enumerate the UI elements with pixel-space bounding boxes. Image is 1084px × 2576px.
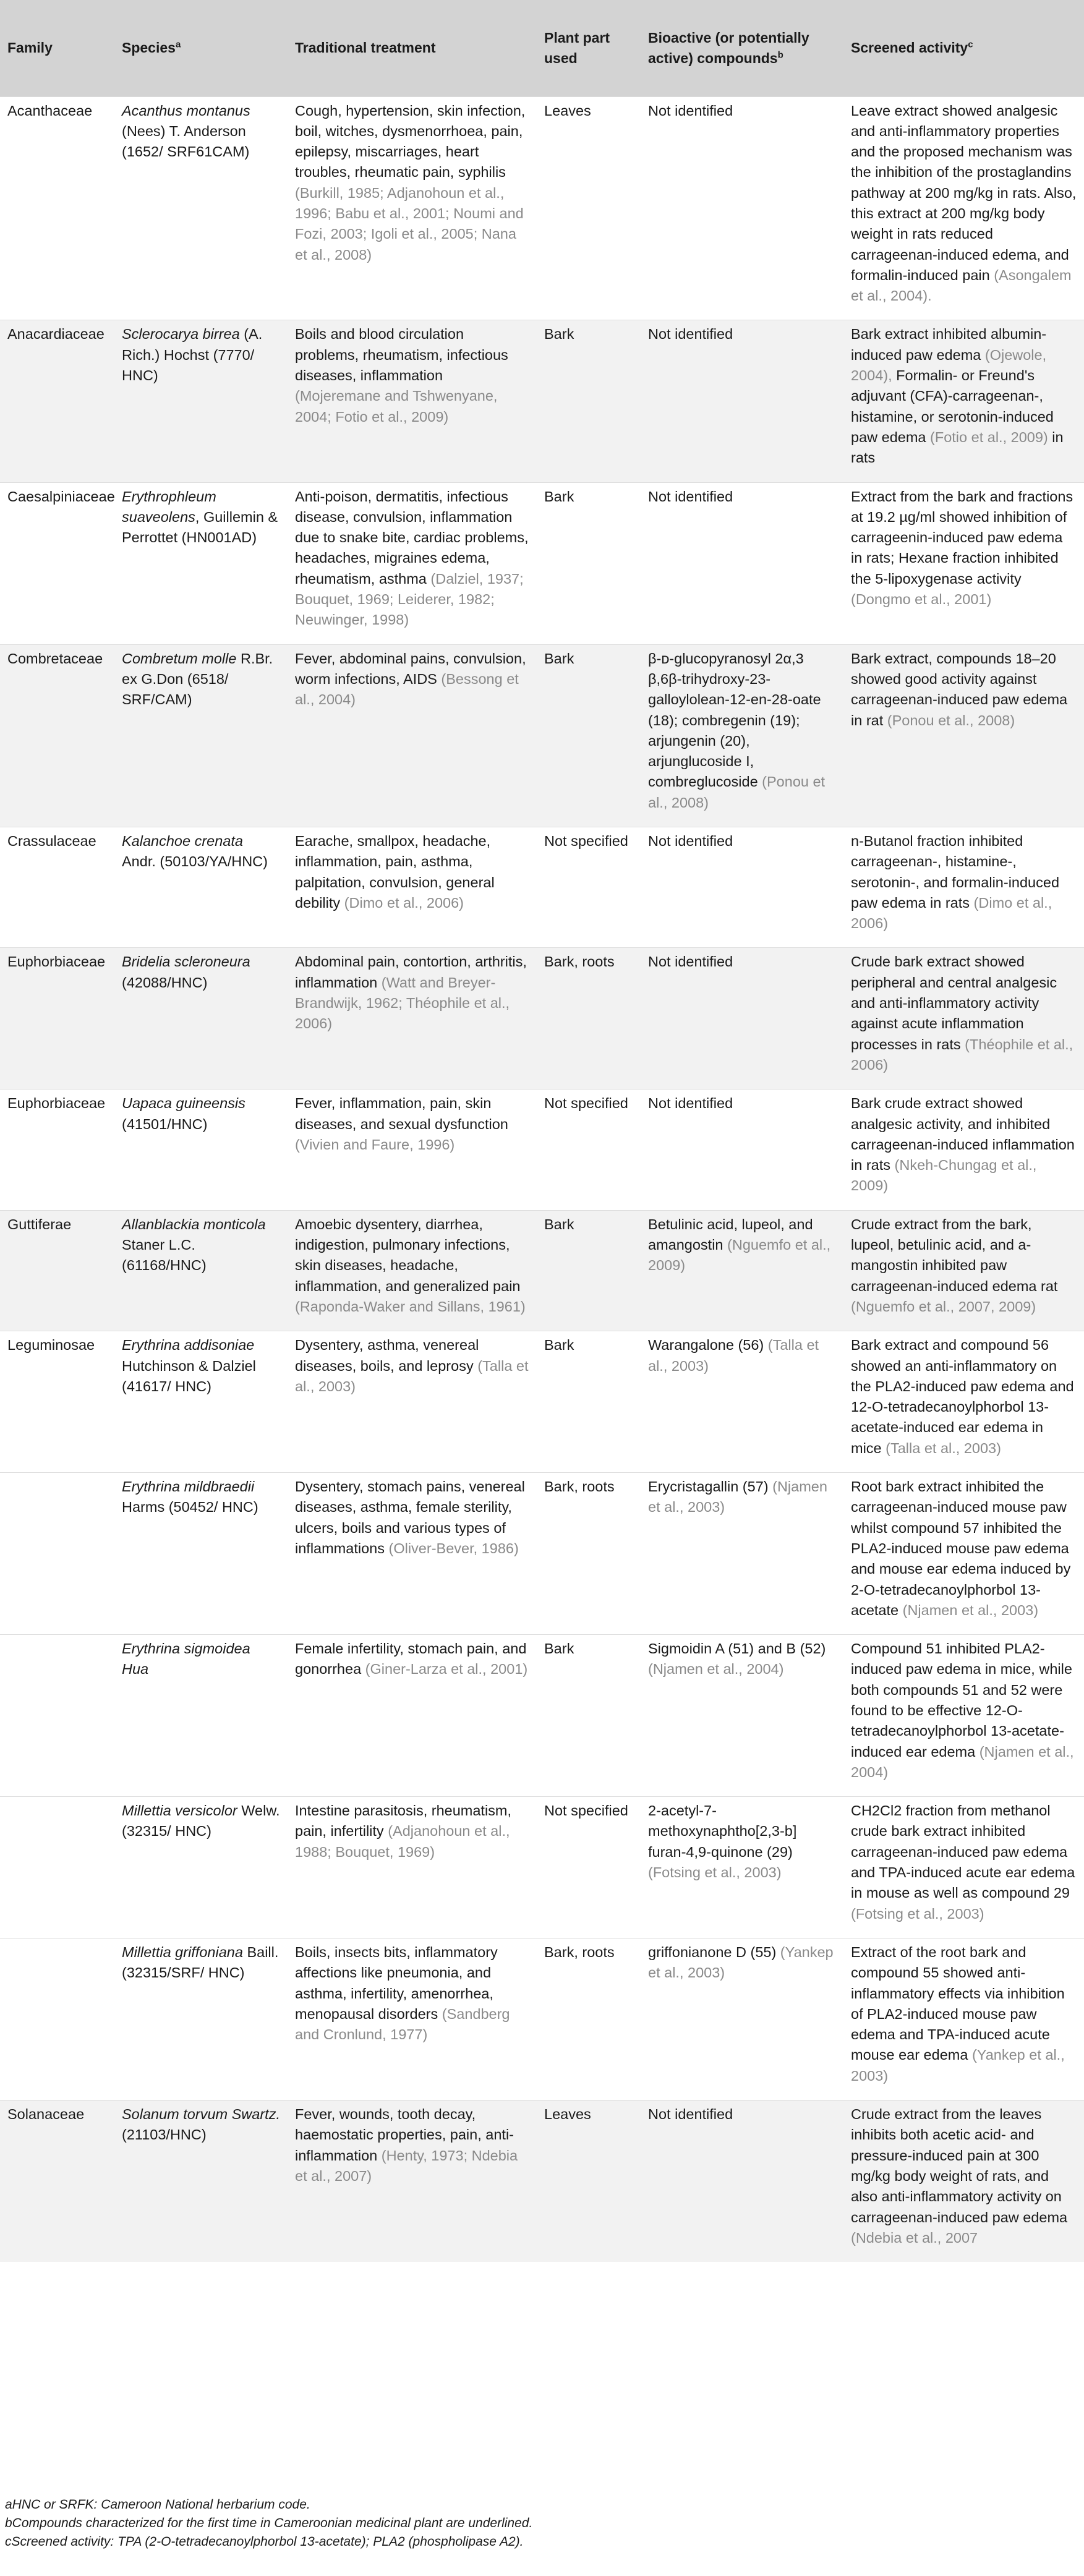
cell-activity <box>843 827 1084 948</box>
family-text: Acanthaceae <box>7 102 93 119</box>
cell-part <box>537 1797 641 1938</box>
species-authority: , Guillemin & Perrottet (HN001AD) <box>122 508 278 546</box>
traditional-ref: (Raponda-Waker and Sillans, 1961) <box>295 1298 526 1315</box>
species-name: Acanthus montanus <box>122 102 250 119</box>
activity-ref: (Njamen et al., 2003) <box>898 1601 1039 1618</box>
part-text: Bark, roots <box>544 1943 615 1960</box>
species-name: Millettia versicolor <box>122 1802 237 1819</box>
species-authority: Baill. (32315/SRF/ HNC) <box>122 1943 279 1981</box>
activity-text: Extract from the bark and fractions at 19.2 µg/ml showed inhibition of carrageenin-induced paw edema in rats; Hexane fraction inhibited the 5-lipoxygenase activity <box>851 488 1073 587</box>
species-name: Erythrina addisoniae <box>122 1337 255 1354</box>
family-text: Guttiferae <box>7 1216 72 1232</box>
cell-traditional <box>288 1090 537 1210</box>
cell-part <box>537 1090 641 1210</box>
cell-compounds <box>641 1473 843 1635</box>
header-part-label: Plant part used <box>544 29 610 66</box>
family-text: Crassulaceae <box>7 833 96 849</box>
part-text: Not specified <box>544 833 628 849</box>
activity-ref: (Nguemfo et al., 2007, 2009) <box>851 1298 1036 1315</box>
traditional-ref: (Henty, 1973; Ndebia et al., 2007) <box>295 2147 518 2184</box>
species-authority: Welw. (32315/ HNC) <box>122 1802 280 1840</box>
cell-species <box>114 1797 288 1938</box>
cell-activity <box>843 2100 1084 2263</box>
table-body <box>0 96 1084 2262</box>
cell-compounds <box>641 320 843 482</box>
cell-activity <box>843 482 1084 644</box>
traditional-ref: (Bessong et al., 2004) <box>295 670 519 708</box>
species-authority: Staner L.C. (61168/HNC) <box>122 1237 207 1274</box>
activity-ref: (Ponou et al., 2008) <box>883 712 1015 728</box>
part-text: Bark <box>544 650 574 667</box>
cell-traditional <box>288 1473 537 1635</box>
header-activity <box>843 0 1084 96</box>
compounds-text: griffonianone D (55) <box>648 1943 777 1960</box>
cell-species <box>114 482 288 644</box>
cell-traditional <box>288 1210 537 1331</box>
cell-species <box>114 1938 288 2100</box>
compounds-text: Erycristagallin (57) <box>648 1478 769 1495</box>
traditional-text: Intestine parasitosis, rheumatism, pain, infertility <box>295 1802 512 1840</box>
table-row <box>0 1331 1084 1473</box>
species-authority: Hutchinson & Dalziel (41617/ HNC) <box>122 1357 256 1394</box>
cell-compounds <box>641 96 843 320</box>
part-text: Leaves <box>544 102 591 119</box>
species-name: Solanum torvum Swartz. <box>122 2106 280 2123</box>
table-row <box>0 644 1084 827</box>
cell-species <box>114 1210 288 1331</box>
cell-activity <box>843 1473 1084 1635</box>
species-name: Bridelia scleroneura <box>122 953 250 970</box>
compounds-text: Not identified <box>648 488 733 505</box>
traditional-ref: (Sandberg and Cronlund, 1977) <box>295 2005 510 2043</box>
activity-ref: (Ojewole, 2004), <box>851 346 1047 384</box>
cell-compounds <box>641 1938 843 2100</box>
traditional-text: Dysentery, stomach pains, venereal diseases, asthma, female sterility, ulcers, boils and various types of inflammations <box>295 1478 525 1556</box>
footnotes <box>5 2496 1081 2551</box>
part-text: Bark <box>544 1337 574 1354</box>
cell-family <box>0 644 114 827</box>
table-row <box>0 1635 1084 1797</box>
activity-text: Root bark extract inhibited the carrageenan-induced mouse paw whilst compound 57 inhibited the PLA2-induced mouse paw edema and mouse ear edema induced by 2-O-tetradecanoylphorbol 13-acetate <box>851 1478 1071 1618</box>
footnote-c: cScreened activity: TPA (2-O-tetradecanoylphorbol 13-acetate); PLA2 (phospholipase A2). <box>5 2535 524 2549</box>
traditional-text: Female infertility, stomach pain, and gonorrhea <box>295 1640 527 1678</box>
table-row <box>0 1938 1084 2100</box>
cell-compounds <box>641 1210 843 1331</box>
traditional-text: Boils, insects bits, inflammatory affections like pneumonia, and asthma, infertility, amenorrhea, menopausal disorders <box>295 1943 498 2022</box>
traditional-text: Boils and blood circulation problems, rheumatism, infectious diseases, inflammation <box>295 326 508 384</box>
compounds-ref: (Talla et al., 2003) <box>648 1337 819 1374</box>
activity-ref: (Ndebia et al., 2007 <box>851 2229 978 2246</box>
compounds-text: β-ᴅ-glucopyranosyl 2α,3 β,6β-trihydroxy-23-galloylolean-12-en-28-oate (18); combregenin (19); arjungenin (20), arjunglucoside I, combreglucoside <box>648 650 821 790</box>
species-authority: Andr. (50103/YA/HNC) <box>122 853 268 870</box>
part-text: Bark <box>544 1216 574 1232</box>
table-row <box>0 482 1084 644</box>
table-row <box>0 1090 1084 1210</box>
species-name: Erythrophleum suaveolens <box>122 488 216 525</box>
cell-traditional <box>288 320 537 482</box>
traditional-ref: (Vivien and Faure, 1996) <box>295 1136 455 1153</box>
compounds-text: Not identified <box>648 1095 733 1112</box>
cell-compounds <box>641 1331 843 1473</box>
traditional-text: Dysentery, asthma, venereal diseases, boils, and leprosy <box>295 1337 479 1374</box>
traditional-ref: (Mojeremane and Tshwenyane, 2004; Fotio et al., 2009) <box>295 388 498 425</box>
traditional-text: Amoebic dysentery, diarrhea, indigestion, pulmonary infections, skin diseases, headache, inflammation, and generalized pain <box>295 1216 521 1294</box>
family-text: Anacardiaceae <box>7 326 105 343</box>
cell-traditional <box>288 827 537 948</box>
header-traditional-label: Traditional treatment <box>295 40 436 56</box>
cell-family <box>0 1635 114 1797</box>
traditional-ref: (Talla et al., 2003) <box>295 1357 529 1394</box>
cell-family <box>0 2100 114 2263</box>
cell-species <box>114 644 288 827</box>
cell-part <box>537 320 641 482</box>
header-family <box>0 0 114 96</box>
family-text: Euphorbiaceae <box>7 1095 106 1112</box>
species-name: Erythrina mildbraedii <box>122 1478 255 1495</box>
compounds-text: Betulinic acid, lupeol, and amangostin <box>648 1216 813 1253</box>
header-part <box>537 0 641 96</box>
cell-part <box>537 827 641 948</box>
activity-text: Crude extract from the leaves inhibits both acetic acid- and pressure-induced pain at 300 mg/kg body weight of rats, and also anti-inflammatory activity on carrageenan-induced paw edema <box>851 2106 1068 2225</box>
cell-traditional <box>288 1635 537 1797</box>
activity-text: n-Butanol fraction inhibited carrageenan-, histamine-, serotonin-, and formalin-induced paw edema in rats <box>851 833 1060 911</box>
cell-family <box>0 482 114 644</box>
cell-species <box>114 948 288 1090</box>
cell-part <box>537 96 641 320</box>
header-compounds <box>641 0 843 96</box>
cell-species <box>114 1090 288 1210</box>
cell-family <box>0 1473 114 1635</box>
cell-traditional <box>288 1797 537 1938</box>
cell-family <box>0 1090 114 1210</box>
activity-ref: (Asongalem et al., 2004). <box>851 267 1072 304</box>
compounds-text: Not identified <box>648 2106 733 2123</box>
family-text: Solanaceae <box>7 2106 85 2123</box>
table-row <box>0 320 1084 482</box>
traditional-ref: (Oliver-Bever, 1986) <box>384 1540 519 1556</box>
compounds-ref: (Njamen et al., 2004) <box>648 1661 784 1678</box>
cell-traditional <box>288 1331 537 1473</box>
cell-activity <box>843 1635 1084 1797</box>
cell-compounds <box>641 482 843 644</box>
cell-species <box>114 320 288 482</box>
cell-part <box>537 482 641 644</box>
cell-compounds <box>641 644 843 827</box>
traditional-ref: (Adjanohoun et al., 1988; Bouquet, 1969) <box>295 1823 510 1860</box>
table-row <box>0 1797 1084 1938</box>
family-text: Euphorbiaceae <box>7 953 106 970</box>
cell-species <box>114 1473 288 1635</box>
cell-compounds <box>641 2100 843 2263</box>
species-name: Allanblackia monticola <box>122 1216 266 1232</box>
part-text: Not specified <box>544 1095 628 1112</box>
compounds-text: Not identified <box>648 833 733 849</box>
header-row <box>0 0 1084 96</box>
cell-species <box>114 96 288 320</box>
species-name: Uapaca guineensis <box>122 1095 245 1112</box>
table-row <box>0 2100 1084 2263</box>
cell-family <box>0 948 114 1090</box>
traditional-text: Fever, inflammation, pain, skin diseases, and sexual dysfunction <box>295 1095 508 1132</box>
cell-part <box>537 1331 641 1473</box>
cell-compounds <box>641 948 843 1090</box>
cell-compounds <box>641 1797 843 1938</box>
species-authority: (Nees) T. Anderson (1652/ SRF61CAM) <box>122 122 250 160</box>
traditional-ref: (Burkill, 1985; Adjanohoun et al., 1996; Babu et al., 2001; Noumi and Fozi, 2003; Igoli et al., 2005; Nana et al., 2008) <box>295 184 524 263</box>
traditional-ref: (Dalziel, 1937; Bouquet, 1969; Leiderer, 1982; Neuwinger, 1998) <box>295 570 524 628</box>
cell-species <box>114 2100 288 2263</box>
traditional-text: Fever, wounds, tooth decay, haemostatic properties, pain, anti-inflammation <box>295 2106 514 2164</box>
species-authority: (A. Rich.) Hochst (7770/ HNC) <box>122 326 263 384</box>
activity-text: Leave extract showed analgesic and anti-inflammatory properties and the proposed mechanism was the inhibition of the prostaglandins pathway at 200 mg/kg in rats. Also, this extract at 200 mg/kg body weight in rats reduced carrageenan-induced edema, and formalin-induced pain <box>851 102 1077 283</box>
compounds-text: Not identified <box>648 953 733 970</box>
cell-traditional <box>288 948 537 1090</box>
family-text: Combretaceae <box>7 650 103 667</box>
cell-activity <box>843 320 1084 482</box>
activity-text: Bark crude extract showed analgesic activity, and inhibited carrageenan-induced inflammation in rats <box>851 1095 1075 1174</box>
cell-part <box>537 1473 641 1635</box>
traditional-ref: (Dimo et al., 2006) <box>340 894 464 911</box>
cell-family <box>0 827 114 948</box>
cell-part <box>537 948 641 1090</box>
cell-activity <box>843 96 1084 320</box>
part-text: Bark <box>544 326 574 343</box>
species-authority: (41501/HNC) <box>122 1115 208 1132</box>
cell-species <box>114 827 288 948</box>
compounds-ref: (Yankep et al., 2003) <box>648 1943 834 1981</box>
activity-ref: (Njamen et al., 2004) <box>851 1743 1074 1780</box>
cell-species <box>114 1331 288 1473</box>
compounds-text: Sigmoidin A (51) and B (52) <box>648 1640 826 1657</box>
activity-text: Extract of the root bark and compound 55 showed anti-inflammatory effects via inhibition of PLA2-induced mouse paw edema and TPA-induced acute mouse ear edema <box>851 1943 1065 2063</box>
table-row <box>0 948 1084 1090</box>
activity-ref: (Yankep et al., 2003) <box>851 2047 1065 2084</box>
cell-activity <box>843 1210 1084 1331</box>
compounds-ref: (Nguemfo et al., 2009) <box>648 1237 831 1274</box>
species-authority: Harms (50452/ HNC) <box>122 1499 258 1516</box>
activity-text: CH2Cl2 fraction from methanol crude bark extract inhibited carrageenan-induced paw edema and TPA-induced acute ear edema in mouse as well as compound 29 <box>851 1802 1075 1901</box>
header-compounds-sup: b <box>777 49 783 61</box>
species-name: Millettia griffoniana <box>122 1943 243 1960</box>
activity-text-3: in rats <box>851 429 1064 466</box>
cell-activity <box>843 948 1084 1090</box>
species-authority: R.Br. ex G.Don (6518/ SRF/CAM) <box>122 650 273 708</box>
cell-compounds <box>641 1635 843 1797</box>
activity-text: Crude extract from the bark, lupeol, betulinic acid, and a-mangostin inhibited paw carrageenan-induced edema rat <box>851 1216 1058 1294</box>
cell-family <box>0 320 114 482</box>
cell-activity <box>843 1331 1084 1473</box>
activity-ref: (Théophile et al., 2006) <box>851 1036 1073 1073</box>
activity-ref: (Dimo et al., 2006) <box>851 894 1052 932</box>
compounds-text: Not identified <box>648 326 733 343</box>
cell-part <box>537 644 641 827</box>
cell-compounds <box>641 827 843 948</box>
traditional-text: Cough, hypertension, skin infection, boil, witches, dysmenorrhoea, pain, epilepsy, miscarriages, heart troubles, rheumatic pain, syphilis <box>295 102 526 181</box>
traditional-text: Earache, smallpox, headache, inflammation, pain, asthma, palpitation, convulsion, general debility <box>295 833 495 911</box>
compounds-ref: (Ponou et al., 2008) <box>648 774 826 811</box>
compounds-text: 2-acetyl-7-methoxynaphtho[2,3-b] furan-4,9-quinone (29) <box>648 1802 797 1860</box>
part-text: Leaves <box>544 2106 591 2123</box>
activity-text: Bark extract, compounds 18–20 showed good activity against carrageenan-induced paw edema in rat <box>851 650 1068 728</box>
footnote-b: bCompounds characterized for the first time in Cameroonian medicinal plant are underlined. <box>5 2516 533 2530</box>
cell-part <box>537 2100 641 2263</box>
cell-activity <box>843 1938 1084 2100</box>
compounds-text: Not identified <box>648 102 733 119</box>
header-activity-sup: c <box>968 39 973 50</box>
compounds-ref: (Fotsing et al., 2003) <box>648 1864 782 1881</box>
activity-ref: (Talla et al., 2003) <box>881 1439 1001 1456</box>
cell-part <box>537 1210 641 1331</box>
table-row <box>0 827 1084 948</box>
cell-activity <box>843 1090 1084 1210</box>
cell-compounds <box>641 1090 843 1210</box>
cell-traditional <box>288 644 537 827</box>
cell-part <box>537 1938 641 2100</box>
cell-family <box>0 1797 114 1938</box>
cell-family <box>0 1938 114 2100</box>
part-text: Bark, roots <box>544 1478 615 1495</box>
cell-species <box>114 1635 288 1797</box>
cell-activity <box>843 1797 1084 1938</box>
part-text: Bark <box>544 488 574 505</box>
header-traditional <box>288 0 537 96</box>
activity-text: Bark extract inhibited albumin-induced paw edema <box>851 326 1047 363</box>
family-text: Leguminosae <box>7 1337 95 1354</box>
activity-ref: (Fotsing et al., 2003) <box>851 1905 984 1922</box>
cell-activity <box>843 644 1084 827</box>
traditional-ref: (Giner-Larza et al., 2001) <box>361 1661 528 1678</box>
activity-text: Bark extract and compound 56 showed an anti-inflammatory on the PLA2-induced paw edema and 12-O-tetradecanoylphorbol 13-acetate-induced ear edema in mice <box>851 1337 1074 1456</box>
species-name: Combretum molle <box>122 650 237 667</box>
header-species-label: Species <box>122 40 176 56</box>
footnote-a: aHNC or SRFK: Cameroon National herbarium code. <box>5 2497 310 2512</box>
species-name: Kalanchoe crenata <box>122 833 243 849</box>
cell-family <box>0 1210 114 1331</box>
traditional-text: Abdominal pain, contortion, arthritis, inflammation <box>295 953 527 991</box>
header-family-label: Family <box>7 40 53 56</box>
family-text: Caesalpiniaceae <box>7 488 115 505</box>
table-row <box>0 1473 1084 1635</box>
species-name: Sclerocarya birrea <box>122 326 240 343</box>
part-text: Not specified <box>544 1802 628 1819</box>
activity-ref: (Nkeh-Chungag et al., 2009) <box>851 1157 1037 1194</box>
part-text: Bark <box>544 1640 574 1657</box>
table-header <box>0 0 1084 96</box>
activity-ref-2: (Fotio et al., 2009) <box>926 429 1048 445</box>
activity-text-2: Formalin- or Freund's adjuvant (CFA)-carrageenan-, histamine, or serotonin-induced paw edema <box>851 367 1054 445</box>
header-species-sup: a <box>175 39 181 50</box>
species-authority: (42088/HNC) <box>122 974 208 991</box>
activity-text: Crude bark extract showed peripheral and central analgesic and anti-inflammatory activity against acute inflammation processes in rats <box>851 953 1057 1052</box>
species-authority: (21103/HNC) <box>122 2126 207 2143</box>
part-text: Bark, roots <box>544 953 615 970</box>
activity-ref: (Dongmo et al., 2001) <box>851 591 992 608</box>
cell-family <box>0 96 114 320</box>
traditional-text: Anti-poison, dermatitis, infectious disease, convulsion, inflammation due to snake bite, cardiac problems, headaches, migraines edema, rheumatism, asthma <box>295 488 529 587</box>
table-row <box>0 96 1084 320</box>
header-species <box>114 0 288 96</box>
traditional-text: Fever, abdominal pains, convulsion, worm infections, AIDS <box>295 650 526 687</box>
compounds-ref: (Njamen et al., 2003) <box>648 1478 827 1516</box>
cell-traditional <box>288 1938 537 2100</box>
header-compounds-label: Bioactive (or potentially active) compounds <box>648 29 809 66</box>
traditional-ref: (Watt and Breyer-Brandwijk, 1962; Théophile et al., 2006) <box>295 974 510 1032</box>
cell-traditional <box>288 96 537 320</box>
compounds-text: Warangalone (56) <box>648 1337 764 1354</box>
cell-part <box>537 1635 641 1797</box>
table-row <box>0 1210 1084 1331</box>
species-name: Erythrina sigmoidea Hua <box>122 1640 250 1678</box>
header-activity-label: Screened activity <box>851 40 968 56</box>
cell-family <box>0 1331 114 1473</box>
activity-text: Compound 51 inhibited PLA2-induced paw edema in mice, while both compounds 51 and 52 were found to be effective 12-O-tetradecanoylphorbol 13-acetate-induced ear edema <box>851 1640 1072 1760</box>
cell-traditional <box>288 482 537 644</box>
cell-traditional <box>288 2100 537 2263</box>
